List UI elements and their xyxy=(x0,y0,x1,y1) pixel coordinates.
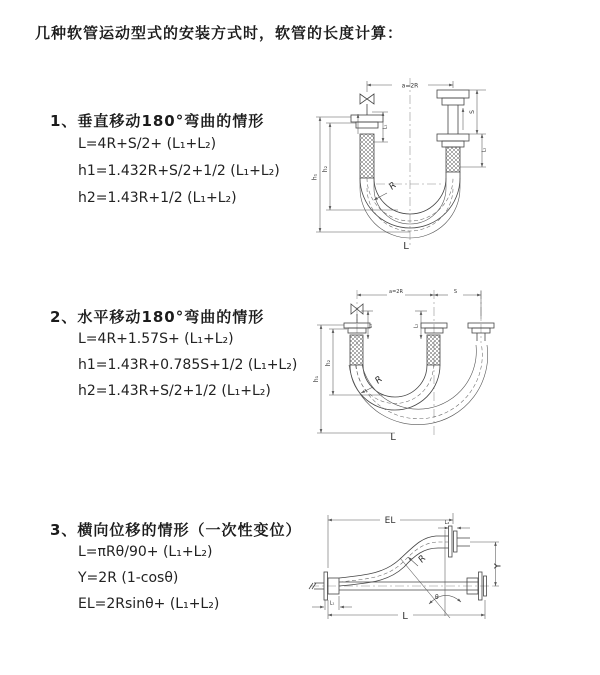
section-3-heading: 3、横向位移的情形（一次性变位） xyxy=(50,521,302,539)
dim-label-h1: h₁ xyxy=(313,375,320,383)
radius-leader-arrow xyxy=(361,387,373,393)
section-3-formula-Y: Y=2R (1-cosθ) xyxy=(78,570,179,586)
radius-label: R xyxy=(373,374,385,387)
dim-label-l1: L₁ xyxy=(367,323,374,329)
diagram-horizontal-180-bend xyxy=(305,283,505,448)
braided-hose-section xyxy=(360,134,374,178)
section-1-heading: 1、垂直移动180°弯曲的情形 xyxy=(50,112,265,130)
upper-flange-fitting xyxy=(449,526,471,557)
dim-label-l2: L₂ xyxy=(413,323,420,329)
dim-label-a2r: a=2R xyxy=(401,82,419,90)
length-label: L xyxy=(403,241,409,252)
diagram-vertical-180-bend xyxy=(312,72,502,254)
dim-label-h1: h₁ xyxy=(311,173,319,181)
length-label: L xyxy=(390,432,396,443)
length-label: L xyxy=(402,611,408,622)
left-hose-end-fitting xyxy=(351,115,383,178)
section-3-formula-EL: EL=2Rsinθ+ (L₁+L₂) xyxy=(78,596,220,612)
angle-label: θ xyxy=(435,594,439,601)
section-2-formula-h1: h1=1.43R+0.785S+1/2 (L₁+L₂) xyxy=(78,357,298,373)
braided-hose-section xyxy=(446,147,460,172)
dim-label-y: Y xyxy=(493,563,504,569)
section-2-formula-h2: h2=1.43R+S/2+1/2 (L₁+L₂) xyxy=(78,383,271,399)
radius-label: R xyxy=(387,180,399,193)
hose-s-curve xyxy=(339,536,452,586)
centerlines xyxy=(357,290,481,435)
section-1-formula-L: L=4R+S/2+ (L₁+L₂) xyxy=(78,136,217,152)
dim-label-l2: L₂ xyxy=(444,520,450,526)
section-2-formula-L: L=4R+1.57S+ (L₁+L₂) xyxy=(78,331,234,347)
section-1-formula-h1: h1=1.432R+S/2+1/2 (L₁+L₂) xyxy=(78,163,280,179)
page-title: 几种软管运动型式的安装方式时，软管的长度计算： xyxy=(35,24,404,42)
dim-label-a2r: a=2R xyxy=(389,289,403,295)
dim-label-s: S xyxy=(453,289,458,295)
hose-u-bend xyxy=(350,365,440,410)
valve-icon xyxy=(360,94,374,115)
dim-label-h2: h₂ xyxy=(322,165,329,173)
section-3-formula-L: L=πRθ/90+ (L₁+L₂) xyxy=(78,544,213,560)
diagram-lateral-displacement xyxy=(302,500,502,650)
braided-hose-section xyxy=(350,335,363,365)
braided-hose-section xyxy=(427,335,440,365)
dim-label-l1: L₁ xyxy=(382,124,389,130)
right-hose-end-fitting xyxy=(437,90,469,178)
construction-radius-line xyxy=(400,558,450,618)
dim-label-s: S xyxy=(469,110,476,114)
dim-label-l2: L₂ xyxy=(481,147,488,153)
section-2-heading: 2、水平移动180°弯曲的情形 xyxy=(50,308,265,326)
section-1-formula-h2: h2=1.43R+1/2 (L₁+L₂) xyxy=(78,190,237,206)
radius-label: R xyxy=(416,553,429,566)
dim-label-h2: h₂ xyxy=(325,359,332,367)
dim-label-l1: L₁ xyxy=(329,600,335,607)
dim-label-el: EL xyxy=(384,516,396,526)
